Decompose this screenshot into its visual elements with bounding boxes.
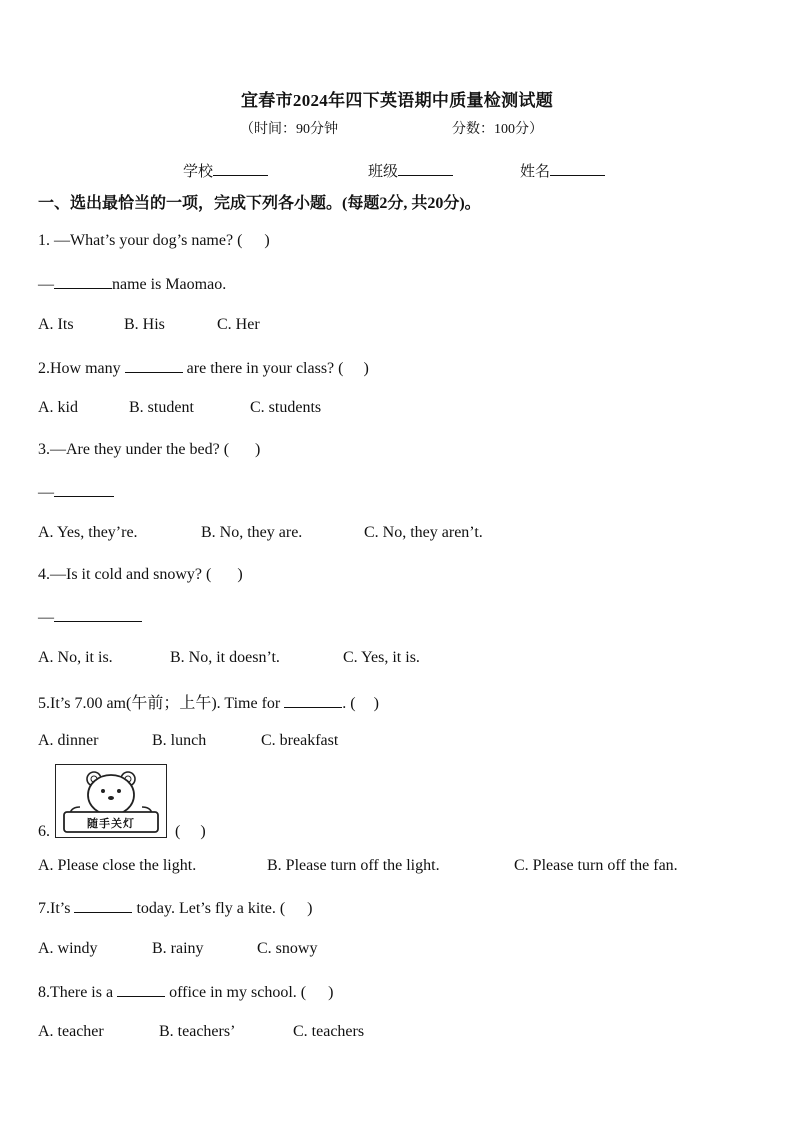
option-c[interactable]: C. No, they aren’t.: [364, 524, 483, 541]
option-b[interactable]: B. No, it doesn’t.: [170, 649, 280, 666]
class-blank[interactable]: [398, 161, 453, 176]
question-8-text-2: office in my school. (: [169, 984, 307, 1001]
answer-text: name is Maomao.: [112, 276, 227, 293]
option-a[interactable]: A. dinner: [38, 732, 99, 749]
question-7-blank[interactable]: [74, 898, 132, 913]
question-1-options: [38, 316, 260, 334]
answer-dash: —: [38, 276, 54, 293]
question-3-text: 3.—Are they under the bed? (: [38, 441, 230, 458]
option-a[interactable]: A. Its: [38, 316, 74, 333]
question-4: [38, 566, 243, 584]
question-8-text: 8.There is a: [38, 984, 114, 1001]
question-2: [38, 358, 369, 378]
answer-blank[interactable]: [54, 482, 114, 497]
question-7-paren: ): [307, 900, 313, 917]
section-title: 一、选出最恰当的一项，完成下列各小题。(每题2分, 共20分)。: [38, 195, 481, 212]
question-2-text-2: are there in your class? (: [186, 360, 344, 377]
turn-off-light-sign: [55, 764, 167, 838]
question-2-options: [38, 399, 321, 417]
question-1-answer: [38, 274, 226, 294]
question-7-text-2: today. Let’s fly a kite. (: [136, 900, 286, 917]
question-5-blank[interactable]: [284, 693, 342, 708]
question-1-paren: ): [264, 232, 270, 249]
option-c[interactable]: C. students: [250, 399, 322, 416]
option-b[interactable]: B. lunch: [152, 732, 207, 749]
question-5-options: [38, 732, 338, 750]
question-7-text: 7.It’s: [38, 900, 71, 917]
question-3-paren: ): [255, 441, 261, 458]
school-field: [183, 160, 268, 181]
option-b[interactable]: B. rainy: [152, 940, 204, 957]
question-4-options: [38, 649, 420, 667]
question-1: [38, 232, 270, 250]
page-title: 宜春市2024年四下英语期中质量检测试题: [241, 91, 553, 110]
exam-score: 分数：100分）: [452, 122, 543, 137]
name-field: [520, 160, 605, 181]
question-1-text: 1. —What’s your dog’s name? (: [38, 232, 243, 249]
question-8-options: [38, 1023, 364, 1041]
school-blank[interactable]: [213, 161, 268, 176]
question-2-paren: ): [363, 360, 369, 377]
option-c[interactable]: C. snowy: [257, 940, 318, 957]
question-4-text: 4.—Is it cold and snowy? (: [38, 566, 212, 583]
question-8-paren: ): [328, 984, 334, 1001]
option-b[interactable]: B. Please turn off the light.: [267, 857, 440, 874]
question-4-paren: ): [237, 566, 243, 583]
option-b[interactable]: B. His: [124, 316, 165, 333]
option-a[interactable]: A. Yes, they’re.: [38, 524, 138, 541]
name-label: 姓名: [520, 164, 551, 180]
question-3-options: [38, 524, 483, 542]
answer-blank[interactable]: [54, 607, 142, 622]
option-c[interactable]: C. breakfast: [261, 732, 339, 749]
class-label: 班级: [368, 164, 399, 180]
class-field: [368, 160, 453, 181]
option-c[interactable]: C. Please turn off the fan.: [514, 857, 678, 874]
school-label: 学校: [183, 164, 214, 180]
question-8: [38, 982, 333, 1002]
question-4-answer: [38, 607, 142, 627]
paren-open: (: [175, 823, 181, 840]
question-3: [38, 441, 260, 459]
sign-text: 随手关灯: [87, 817, 135, 830]
option-c[interactable]: C. teachers: [293, 1023, 365, 1040]
question-6-number: 6.: [38, 823, 50, 840]
question-5-paren: ): [373, 695, 379, 712]
paren-close: ): [200, 823, 206, 840]
option-a[interactable]: A. kid: [38, 399, 78, 416]
question-5-text-2: . (: [342, 695, 356, 712]
option-b[interactable]: B. student: [129, 399, 194, 416]
question-2-blank[interactable]: [125, 358, 183, 373]
option-a[interactable]: A. No, it is.: [38, 649, 113, 666]
answer-blank[interactable]: [54, 274, 112, 289]
question-6-options: [38, 857, 678, 875]
question-7: [38, 898, 312, 918]
question-5: [38, 690, 379, 713]
option-c[interactable]: C. Yes, it is.: [343, 649, 420, 666]
question-5-text: 5.It’s 7.00 am(午前；上午). Time for: [38, 695, 281, 712]
question-7-options: [38, 940, 317, 958]
question-2-text: 2.How many: [38, 360, 121, 377]
option-b[interactable]: B. No, they are.: [201, 524, 303, 541]
question-8-blank[interactable]: [117, 982, 165, 997]
answer-dash: —: [38, 609, 54, 626]
option-a[interactable]: A. teacher: [38, 1023, 104, 1040]
name-blank[interactable]: [550, 161, 605, 176]
option-b[interactable]: B. teachers’: [159, 1023, 236, 1040]
option-a[interactable]: A. windy: [38, 940, 98, 957]
answer-dash: —: [38, 484, 54, 501]
option-c[interactable]: C. Her: [217, 316, 260, 333]
question-6-paren: [175, 823, 206, 841]
exam-time: （时间：90分钟: [240, 122, 338, 137]
option-a[interactable]: A. Please close the light.: [38, 857, 197, 874]
question-3-answer: [38, 482, 114, 502]
